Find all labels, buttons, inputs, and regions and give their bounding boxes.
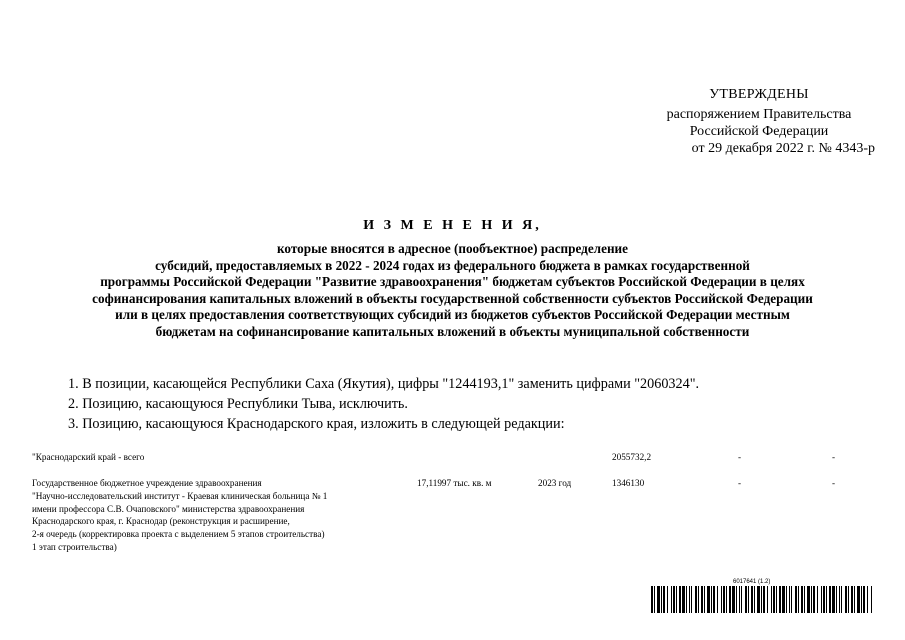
barcode-bar: [861, 586, 862, 613]
barcode-bar: [773, 586, 775, 613]
row-col-b: -: [832, 478, 836, 488]
change-item: 1. В позиции, касающейся Республики Саха (Якутия), цифры "1244193,1" заменить цифрами "2060324".: [68, 376, 700, 392]
barcode-bar: [789, 586, 790, 613]
barcode-bar: [841, 586, 842, 613]
barcode-bar: [651, 586, 653, 613]
barcode-bar: [779, 586, 781, 613]
barcode-bar: [736, 586, 737, 613]
barcode-bar: [786, 586, 787, 613]
row-name-line: Краснодарского края, г. Краснодар (реконструкция и расширение,: [32, 516, 290, 527]
barcode-bar: [782, 586, 785, 613]
barcode-bar: [791, 586, 792, 613]
document-code: 6017641 (1.2): [733, 579, 771, 585]
approval-block: [649, 86, 875, 157]
barcode-bar: [854, 586, 855, 613]
barcode-bar: [804, 586, 805, 613]
barcode-bar: [798, 586, 799, 613]
barcode-bar: [813, 586, 815, 613]
row-capacity: 17,11997 тыс. кв. м: [417, 478, 492, 488]
row-name-line: 1 этап строительства): [32, 541, 117, 552]
barcode-bar: [667, 586, 668, 613]
barcode-bar: [729, 586, 731, 613]
barcode-bar: [836, 586, 837, 613]
barcode-bar: [726, 586, 727, 613]
barcode-bar: [741, 586, 742, 613]
barcode-bar: [795, 586, 797, 613]
barcode-bar: [717, 586, 718, 613]
subtitle-line: или в целях предоставления соответствующих субсидий из бюджетов субъектов Российской Федерации местным: [115, 307, 790, 323]
subtitle-line: софинансирования капитальных вложений в объекты государственной собственности субъектов Российской Федерации: [92, 290, 813, 306]
row-year: 2023 год: [538, 478, 572, 488]
barcode-bar: [723, 586, 725, 613]
barcode-bar: [739, 586, 740, 613]
barcode-bar: [829, 586, 831, 613]
barcode-bar: [826, 586, 827, 613]
barcode-bar: [707, 586, 710, 613]
barcode-bar: [654, 586, 655, 613]
row-name-line: 2-я очередь (корректировка проекта с выделением 5 этапов строительства): [32, 529, 325, 540]
change-item: 3. Позицию, касающуюся Краснодарского края, изложить в следующей редакции:: [68, 416, 565, 432]
barcode-bar: [801, 586, 803, 613]
barcode-bar: [711, 586, 712, 613]
approval-line: Российской Федерации: [689, 124, 829, 139]
row-amount: 2055732,2: [612, 452, 652, 462]
barcode-bar: [698, 586, 699, 613]
subtitle-line: субсидий, предоставляемых в 2022 - 2024 годах из федерального бюджета в рамках государственной: [155, 257, 750, 273]
change-item: 2. Позицию, касающуюся Республики Тыва, исключить.: [68, 396, 408, 412]
barcode-bar: [676, 586, 677, 613]
barcode-bar: [686, 586, 687, 613]
barcode-bar: [848, 586, 849, 613]
barcode-bar: [821, 586, 822, 613]
barcode-bar: [817, 586, 818, 613]
barcode-bar: [767, 586, 768, 613]
barcode-bar: [689, 586, 690, 613]
barcode-bar: [751, 586, 753, 613]
subtitle-line: которые вносятся в адресное (пообъектное) распределение: [277, 241, 628, 256]
row-name-line: "Научно-исследовательский институт - Краевая клиническая больница № 1: [32, 490, 328, 501]
barcode-bar: [673, 586, 675, 613]
barcode-bar: [721, 586, 722, 613]
barcode-bar: [657, 586, 660, 613]
barcode-bar: [851, 586, 853, 613]
barcode-bar: [761, 586, 762, 613]
barcode-bar: [832, 586, 835, 613]
barcode-bar: [661, 586, 662, 613]
barcode-bar: [745, 586, 747, 613]
barcode-bar: [663, 586, 665, 613]
row-name: [32, 451, 144, 464]
barcode-bar: [701, 586, 703, 613]
barcode-bar: [867, 586, 868, 613]
change-items: [68, 374, 699, 434]
row-name: [32, 477, 327, 554]
barcode-bar: [839, 586, 840, 613]
barcode-bar: [811, 586, 812, 613]
barcode-bar: [679, 586, 681, 613]
row-amount: 1346130: [612, 478, 645, 488]
barcode-bar: [857, 586, 860, 613]
barcode-bar: [871, 586, 872, 613]
barcode-bar: [823, 586, 825, 613]
barcode-bar: [671, 586, 672, 613]
barcode-bar: [748, 586, 749, 613]
barcode-bar: [732, 586, 735, 613]
barcode-bar: [704, 586, 705, 613]
subtitle-line: программы Российской Федерации "Развитие здравоохранения" бюджетам субъектов Российской Федерации в целях: [100, 274, 805, 290]
row-name-line: Государственное бюджетное учреждение здравоохранения: [32, 478, 262, 488]
row-name-line: "Краснодарский край - всего: [32, 452, 145, 462]
barcode-bar: [754, 586, 755, 613]
row-name-line: имени профессора С.В. Очаповского" министерства здравоохранения: [32, 503, 305, 514]
approval-date-line: от 29 декабря 2022 г. № 4343-р: [691, 141, 875, 156]
row-col-a: -: [738, 452, 742, 462]
document-subtitle: [30, 241, 875, 341]
barcode-bar: [695, 586, 697, 613]
approval-line: распоряжением Правительства: [666, 107, 852, 122]
barcode-bar: [771, 586, 772, 613]
barcode-bar: [845, 586, 847, 613]
row-col-b: -: [832, 452, 836, 462]
barcode-icon: [651, 586, 873, 613]
barcode-bar: [863, 586, 865, 613]
row-col-a: -: [738, 478, 742, 488]
barcode-bar: [713, 586, 715, 613]
document-title: И З М Е Н Е Н И Я,: [363, 218, 542, 233]
barcode-bar: [682, 586, 685, 613]
barcode-bar: [776, 586, 777, 613]
barcode-bar: [807, 586, 810, 613]
barcode-bar: [691, 586, 692, 613]
barcode-bar: [763, 586, 765, 613]
approval-heading: УТВЕРЖДЕНЫ: [709, 87, 809, 102]
subtitle-line: бюджетам на софинансирование капитальных вложений в объекты муниципальной собственности: [155, 323, 750, 339]
barcode-bar: [757, 586, 760, 613]
